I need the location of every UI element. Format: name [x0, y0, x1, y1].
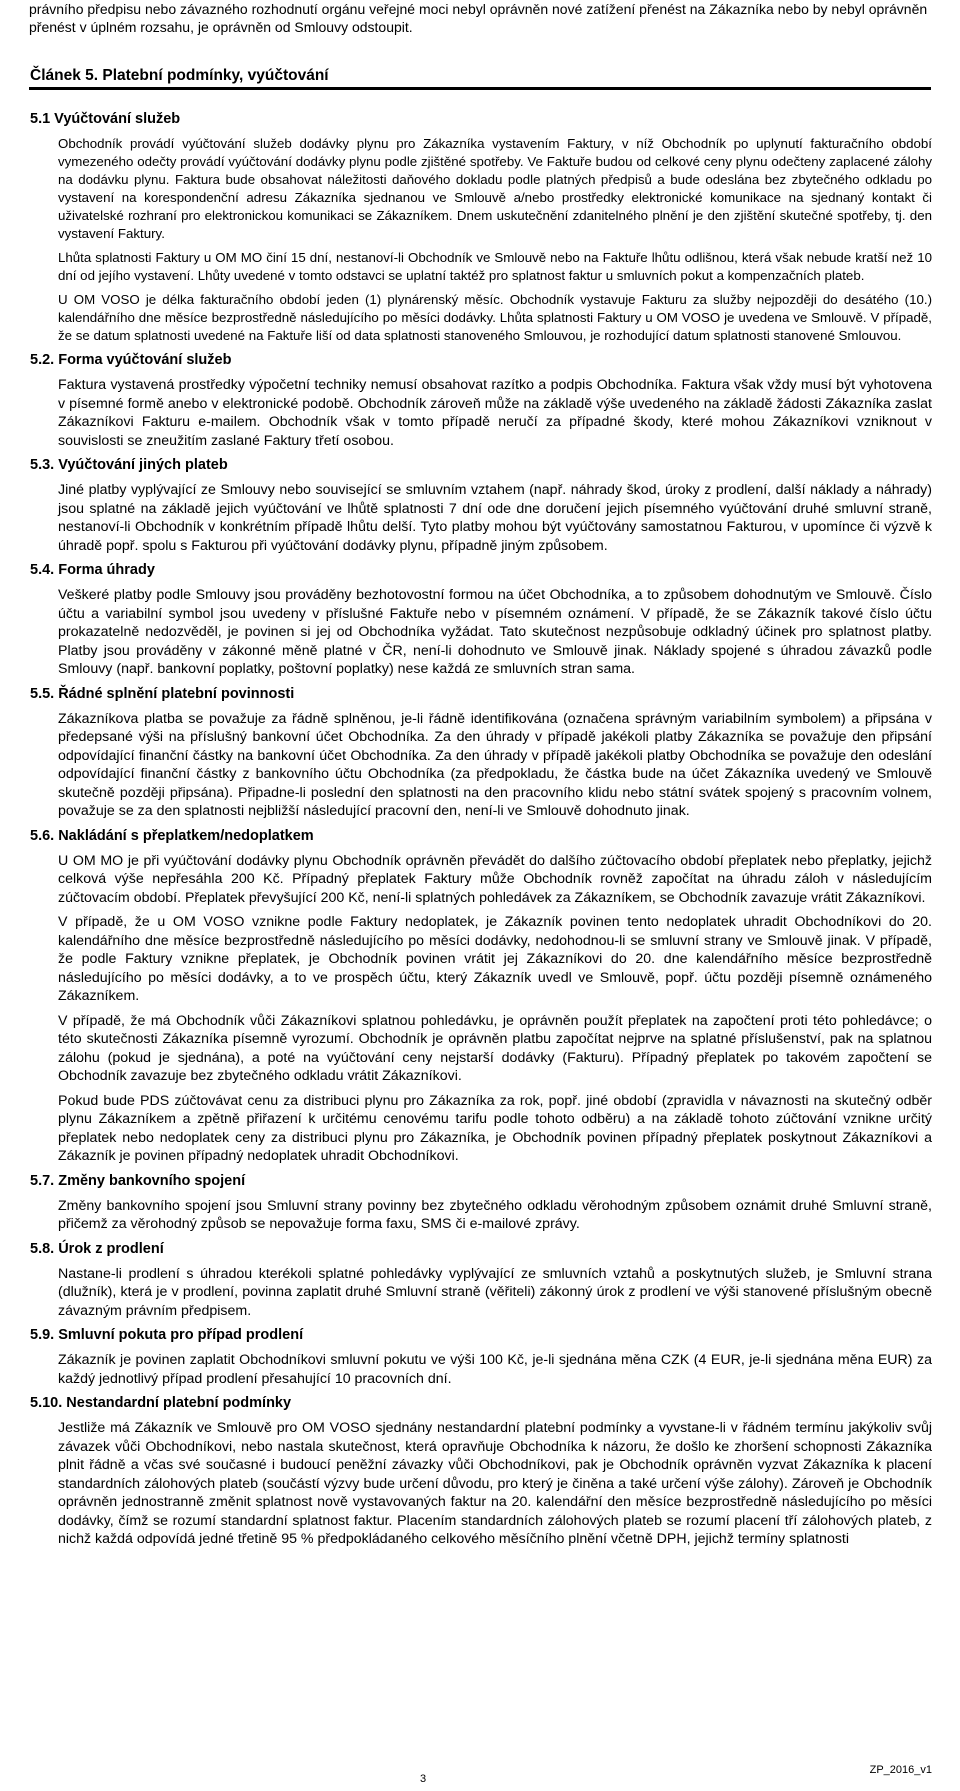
- section-5-6-paragraph: V případě, že u OM VOSO vznikne podle Faktury nedoplatek, je Zákazník povinen tento nedoplatek uhradit Obchodníkovi do 20. kalendářního dne měsíce bezprostředně následujícího po měsíci dodávky, nedohodnou-li se smluvní strany ve Smlouvě jinak. V případě, že podle Faktury vznikne přeplatek, je Obchodník povinen vrátit jej Zákazníkovi do 20. dne kalendářního měsíce bezprostředně následujícího po měsíci dodávky, a to ve prospěch účtu, který Zákazník uvedl ve Smlouvě, popř. účtu později písemně oznámeného Zákazníkem.: [58, 914, 932, 1004]
- section-heading-5-6: 5.6. Nakládání s přeplatkem/nedoplatkem: [30, 827, 314, 844]
- section-5-2-paragraph: Faktura vystavená prostředky výpočetní techniky nemusí obsahovat razítko a podpis Obchodníka. Faktura však vždy musí být vyhotovena v písemné formě anebo v elektronické podobě. Obchodník zároveň může na základě výše uvedeného na základě žádosti Zákazníka zaslat Zákazníkovi Fakturu e-mailem. Obchodník však v tomto případě neručí za případné škody, které mohou Zákazníkovi vzniknout v souvislosti se zneužitím zaslané Faktury třetí osobou.: [58, 377, 932, 449]
- section-heading-5-1: 5.1 Vyúčtování služeb: [30, 111, 181, 127]
- section-5-6-paragraph: U OM MO je při vyúčtování dodávky plynu Obchodník oprávněn převádět do dalšího zúčtovacího období přeplatek nebo přeplatky, jejichž celková výše nepřesáhla 200 Kč. Případný přeplatek Faktury může Obchodník rovněž započítat na úhradu záloh v následujícím zúčtovacím období. Přeplatek převyšující 200 Kč, není-li splatných pohledávek za Zákazníkem, se Obchodník zavazuje vrátit Zákazníkovi.: [58, 852, 932, 906]
- page-number: 3: [420, 1773, 427, 1785]
- section-heading-5-3: 5.3. Vyúčtování jiných plateb: [30, 457, 228, 473]
- section-5-10-paragraph: Jestliže má Zákazník ve Smlouvě pro OM VOSO sjednány nestandardní platební podmínky a vyvstane-li v řádném termínu jakýkoliv svůj závazek vůči Obchodníkovi, nebo nastala skutečnost, která opravňuje Obchodníka k názoru, že došlo ke zhoršení schopnosti Zákazníka plnit řádně a včas své současné i budoucí peněžní závazky vůči Obchodníkovi, pak je Obchodník oprávněn vyzvat Zákazníka k placení standardních zálohových plateb (součástí výzvy bude určení důvodu, pro který je činěna a také určení výše zálohy). Zároveň je Obchodník oprávněn jednostranně změnit splatnost nově vystavovaných faktur na 20. kalendářní den měsíce bezprostředně následujícího po měsíci dodávky, čímž se rozumí standardní splatnost faktur. Placením standardních zálohových plateb se rozumí placení tří zálohových plateb, z nichž každá odpovídá jedné třetině 95 % předpokládaného celkového měsíčního plnění včetně DPH, jejichž termíny splatnosti: [58, 1420, 932, 1547]
- section-5-1-paragraph: Lhůta splatnosti Faktury u OM MO činí 15 dní, nestanoví-li Obchodník ve Smlouvě nebo na Faktuře lhůtu odlišnou, která však nebude kratší než 10 dní od jejího vystavení. Lhůty uvedené v tomto odstavci se uplatní taktéž pro splatnost faktur u smluvních pokut a kompenzačních plateb.: [58, 250, 932, 283]
- section-5-3-paragraph: Jiné platby vyplývající ze Smlouvy nebo související se smluvním vztahem (např. náhrady škod, úroky z prodlení, další náklady a náhrady) jsou splatné na základě jejich vyúčtování ve lhůtě splatnosti 7 dní ode dne doručení jejich písemného vyúčtování druhé smluvní straně, nestanoví-li Obchodník v konkrétním případě lhůtu delší. Tyto platby mohou být vyúčtovány samostatnou Fakturou, v upomínce či výzvě k úhradě popř. spolu s Fakturou při vyúčtování dodávky plynu, případně jiným způsobem.: [58, 482, 932, 554]
- article-title: Článek 5. Platební podmínky, vyúčtování: [30, 67, 329, 84]
- section-heading-5-4: 5.4. Forma úhrady: [30, 562, 155, 578]
- section-5-9-paragraph: Zákazník je povinen zaplatit Obchodníkovi smluvní pokutu ve výši 100 Kč, je-li sjednána měna CZK (4 EUR, je-li sjednána měna EUR) za každý jednotlivý případ prodlení přesahující 10 pracovních dní.: [58, 1352, 932, 1387]
- title-divider: [29, 87, 931, 90]
- section-heading-5-2: 5.2. Forma vyúčtování služeb: [30, 352, 232, 368]
- section-5-6-paragraph: Pokud bude PDS zúčtovávat cenu za distribuci plynu pro Zákazníka za rok, popř. jiné období (zpravidla v návaznosti na skutečný odběr plynu Zákazníkem a zpětně přiřazení k určitému cenovému tarifu podle tohoto odběru) a na základě tohoto zúčtování vznikne určitý přeplatek nebo nedoplatek ceny za distribuci plynu pro Zákazníka, je Obchodník povinen případný přeplatek poskytnout Zákazníkovi a Zákazník je povinen případný nedoplatek uhradit Obchodníkovi.: [58, 1092, 932, 1164]
- section-5-7-paragraph: Změny bankovního spojení jsou Smluvní strany povinny bez zbytečného odkladu věrohodným způsobem oznámit druhé Smluvní straně, přičemž za věrohodný způsob se nepovažuje forma faxu, SMS či e-mailové zprávy.: [58, 1197, 932, 1232]
- document-body: [0, 110, 960, 1549]
- intro-paragraph: právního předpisu nebo závazného rozhodnutí orgánu veřejné moci nebyl oprávněn nové zatížení přenést na Zákazníka nebo by nebyl oprávněn přenést v úplném rozsahu, je oprávněn od Smlouvy odstoupit.: [29, 1, 928, 35]
- section-heading-5-8: 5.8. Úrok z prodlení: [30, 1240, 164, 1257]
- document-code: ZP_2016_v1: [869, 1764, 932, 1776]
- section-5-4-paragraph: Veškeré platby podle Smlouvy jsou prováděny bezhotovostní formou na účet Obchodníka, a to způsobem dohodnutým ve Smlouvě. Číslo účtu a variabilní symbol jsou uvedeny v příslušné Faktuře nebo v písemném oznámení. V případě, že se Zákazník takové číslo účtu prokazatelně nedozvěděl, je povinen si jej od Obchodníka vyžádat. Tato skutečnost nezpůsobuje odkladný účinek pro splatnost platby. Platby jsou prováděny v zákonné měně platné v ČR, není-li dohodnuto ve Smlouvě jinak. Náklady spojené s úhradou závazků podle Smlouvy (např. bankovní poplatky, poštovní poplatky) nese každá ze smluvních stran sama.: [58, 587, 932, 677]
- section-heading-5-7: 5.7. Změny bankovního spojení: [30, 1172, 246, 1189]
- section-5-1-paragraph: Obchodník provádí vyúčtování služeb dodávky plynu pro Zákazníka vystavením Faktury, v níž Obchodník po uplynutí fakturačního období vymezeného odečty provádí vyúčtování dodávky plynu podle zjištěné spotřeby. Ve Faktuře budou od celkové ceny plynu odečteny zaplacené zálohy na dodávku plynu. Faktura bude obsahovat náležitosti daňového dokladu podle platných předpisů a bude odeslána bez zbytečného odkladu po vystavení na korespondenční adresu Zákazníka sjednanou ve Smlouvě a/nebo prostředky elektronické komunikace na sjednaný kontakt či uživatelské rozhraní pro elektronickou komunikaci se Zákazníkem. Dnem uskutečnění zdanitelného plnění je den zjištění skutečné spotřeby, tj. den vystavení Faktury.: [58, 136, 932, 241]
- section-5-6-paragraph: V případě, že má Obchodník vůči Zákazníkovi splatnou pohledávku, je oprávněn použít přeplatek na započtení proti této pohledávce; o této skutečnosti Zákazníka písemně vyrozumí. Obchodník je oprávněn platbu započítat nejprve na splatné příslušenství, pak na splatnou zálohu (pokud je sjednána), a poté na vyúčtování ceny nejstarší dodávky (Fakturu). Případný přeplatek po takovém započtení se Obchodník zavazuje bez zbytečného odkladu vrátit Zákazníkovi.: [58, 1012, 932, 1084]
- section-heading-5-10: 5.10. Nestandardní platební podmínky: [30, 1395, 292, 1411]
- section-5-5-paragraph: Zákazníkova platba se považuje za řádně splněnou, je-li řádně identifikována (označena správným variabilním symbolem) a připsána v předepsané výši na příslušný bankovní účet Obchodníka. Za den úhrady v případě jakékoli platby Zákazníka se považuje den připsání odpovídající finanční částky na bankovní účet Obchodníka. Za den úhrady v případě jakékoli platby Obchodníka se považuje den odeslání odpovídající finanční částky z bankovního účtu Obchodníka (za předpokladu, že částka bude na účet Zákazníka uvedený ve Smlouvě skutečně později připsána). Připadne-li poslední den splatnosti na den pracovního klidu nebo státní svátek spojený s pracovním volnem, považuje se za den splatnosti nejbližší následující pracovní den, není-li ve Smlouvě dohodnuto jinak.: [58, 710, 932, 819]
- section-heading-5-9: 5.9. Smluvní pokuta pro případ prodlení: [30, 1327, 304, 1343]
- section-heading-5-5: 5.5. Řádné splnění platební povinnosti: [30, 685, 295, 702]
- section-5-8-paragraph: Nastane-li prodlení s úhradou kterékoli splatné pohledávky vyplývající ze smluvních vztahů a poskytnutých služeb, je Smluvní strana (dlužník), která je v prodlení, povinna zaplatit druhé Smluvní straně (věřiteli) zákonný úrok z prodlení ve výši stanovené příslušným obecně závazným právním předpisem.: [58, 1265, 932, 1319]
- section-5-1-paragraph: U OM VOSO je délka fakturačního období jeden (1) plynárenský měsíc. Obchodník vystavuje Fakturu za služby nejpozději do desátého (10.) kalendářního dne měsíce bezprostředně následujícího po měsíci dodávky. Lhůta splatnosti Faktury u OM VOSO je uvedena ve Smlouvě. V případě, že se datum splatnosti uvedené na Faktuře liší od data splatnosti stanoveného Smlouvou, je rozhodující datum splatnosti stanovené Smlouvou.: [58, 292, 932, 343]
